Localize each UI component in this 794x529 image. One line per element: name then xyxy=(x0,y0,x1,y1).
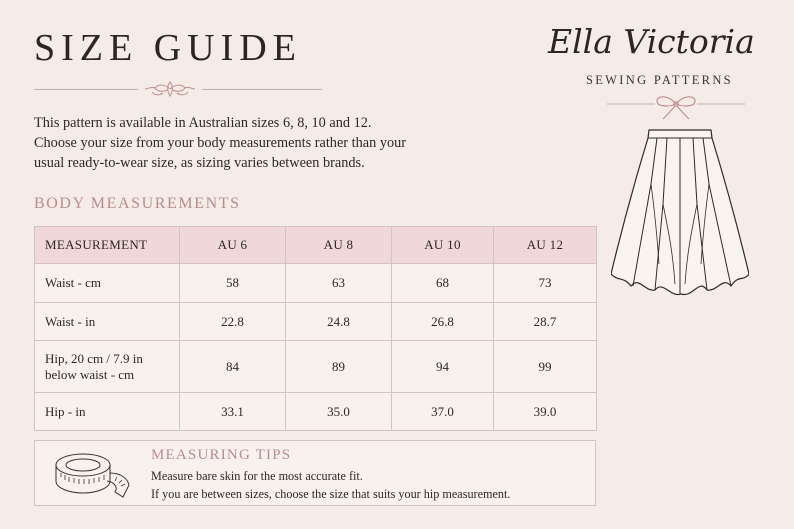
table-cell: 63 xyxy=(286,264,392,303)
column-header: AU 6 xyxy=(180,227,286,264)
row-label: Waist - in xyxy=(35,303,180,341)
measuring-tips-box xyxy=(34,440,596,506)
body-measurements-heading: BODY MEASUREMENTS xyxy=(34,195,241,212)
skirt-illustration xyxy=(611,124,749,300)
measuring-tips-heading: MEASURING TIPS xyxy=(151,447,292,463)
intro-line: usual ready-to-wear size, as sizing varies between brands. xyxy=(34,155,365,171)
table-row xyxy=(35,393,597,431)
measuring-tape-icon xyxy=(49,447,135,501)
intro-line: This pattern is available in Australian sizes 6, 8, 10 and 12. xyxy=(34,115,372,131)
column-header: AU 8 xyxy=(286,227,392,264)
table-header-row xyxy=(35,227,597,264)
size-table xyxy=(34,226,597,431)
table-cell: 89 xyxy=(286,341,392,393)
table-cell: 94 xyxy=(392,341,494,393)
intro-line: Choose your size from your body measurements rather than your xyxy=(34,135,407,151)
table-cell: 39.0 xyxy=(494,393,597,431)
title-divider-right xyxy=(202,89,322,90)
bow-icon xyxy=(607,93,745,121)
row-label xyxy=(35,341,180,393)
table-row xyxy=(35,264,597,303)
table-cell: 22.8 xyxy=(180,303,286,341)
table-row xyxy=(35,341,597,393)
table-cell: 37.0 xyxy=(392,393,494,431)
row-label: Hip - in xyxy=(35,393,180,431)
table-row xyxy=(35,303,597,341)
brand-subtitle: SEWING PATTERNS xyxy=(586,73,733,87)
intro-text xyxy=(34,113,474,173)
table-cell: 24.8 xyxy=(286,303,392,341)
title-divider-left xyxy=(34,89,138,90)
column-header: AU 12 xyxy=(494,227,597,264)
tip-line: If you are between sizes, choose the size that suits your hip measurement. xyxy=(151,487,511,501)
brand-logo-name: Ella Victoria xyxy=(548,22,755,61)
table-cell: 68 xyxy=(392,264,494,303)
table-cell: 33.1 xyxy=(180,393,286,431)
table-cell: 35.0 xyxy=(286,393,392,431)
table-cell: 84 xyxy=(180,341,286,393)
table-cell: 26.8 xyxy=(392,303,494,341)
row-label: Waist - cm xyxy=(35,264,180,303)
row-label-line: Hip, 20 cm / 7.9 in xyxy=(45,350,143,366)
table-cell: 73 xyxy=(494,264,597,303)
row-label-line: below waist - cm xyxy=(45,366,135,382)
page-title: SIZE GUIDE xyxy=(34,27,302,69)
flourish-ornament-icon xyxy=(143,78,197,100)
tip-line: Measure bare skin for the most accurate fit. xyxy=(151,469,363,483)
column-header: MEASUREMENT xyxy=(35,227,180,264)
column-header: AU 10 xyxy=(392,227,494,264)
table-cell: 99 xyxy=(494,341,597,393)
table-cell: 28.7 xyxy=(494,303,597,341)
table-cell: 58 xyxy=(180,264,286,303)
